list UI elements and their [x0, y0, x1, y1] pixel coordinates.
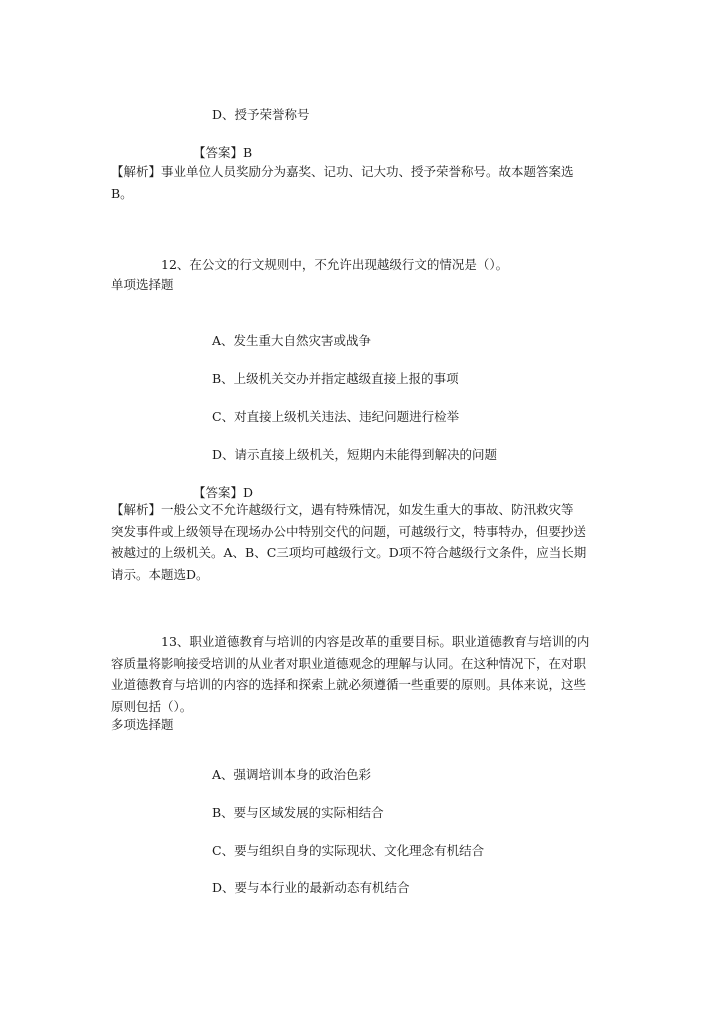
- q13-stem: [111, 631, 589, 717]
- q13-stem-line-4: 原则包括（）。: [111, 698, 193, 714]
- q13-stem-line-2: 容质量将影响接受培训的从业者对职业道德观念的理解与认同。在这种情况下，在对职: [111, 655, 587, 671]
- q13-type: 多项选择题: [111, 717, 174, 732]
- q12-type: 单项选择题: [111, 277, 174, 292]
- q11-analysis-line-2: B。: [111, 185, 133, 201]
- q12-analysis-line-2: 突发事件或上级领导在现场办公中特别交代的问题，可越级行文，特事特办，但要抄送: [111, 523, 587, 539]
- q12-answer: 【答案】D: [193, 485, 254, 500]
- q12-analysis-line-4: 请示。本题选D。: [111, 566, 209, 582]
- q13-option-a: A、强调培训本身的政治色彩: [212, 767, 372, 782]
- q12-stem: 12、在公文的行文规则中，不允许出现越级行文的情况是（）。: [161, 257, 509, 272]
- q12-option-c: C、对直接上级机关违法、违纪问题进行检举: [212, 409, 460, 424]
- q13-option-b: B、要与区域发展的实际相结合: [212, 805, 384, 820]
- q11-analysis: [111, 161, 574, 204]
- q13-option-c: C、要与组织自身的实际现状、文化理念有机结合: [212, 843, 485, 858]
- q11-option-d: D、授予荣誉称号: [212, 107, 310, 122]
- q11-answer: 【答案】B: [193, 145, 253, 160]
- q12-analysis-line-1: 【解析】一般公文不允许越级行文，遇有特殊情况，如发生重大的事故、防汛救灾等: [111, 502, 574, 517]
- q13-stem-line-3: 业道德教育与培训的内容的选择和探索上就必须遵循一些重要的原则。具体来说，这些: [111, 677, 587, 692]
- q11-analysis-line-1: 【解析】事业单位人员奖励分为嘉奖、记功、记大功、授予荣誉称号。故本题答案选: [111, 164, 574, 179]
- q12-analysis-line-3: 被越过的上级机关。A、B、C三项均可越级行文。D项不符合越级行文条件，应当长期: [111, 545, 587, 560]
- q13-option-d: D、要与本行业的最新动态有机结合: [212, 880, 410, 895]
- q12-option-d: D、请示直接上级机关，短期内未能得到解决的问题: [212, 447, 498, 462]
- q12-option-b: B、上级机关交办并指定越级直接上报的事项: [212, 371, 459, 386]
- q12-option-a: A、发生重大自然灾害或战争: [212, 333, 372, 348]
- q13-stem-line-1: 13、职业道德教育与培训的内容是改革的重要目标。职业道德教育与培训的内: [161, 634, 590, 649]
- q12-analysis: [111, 499, 586, 585]
